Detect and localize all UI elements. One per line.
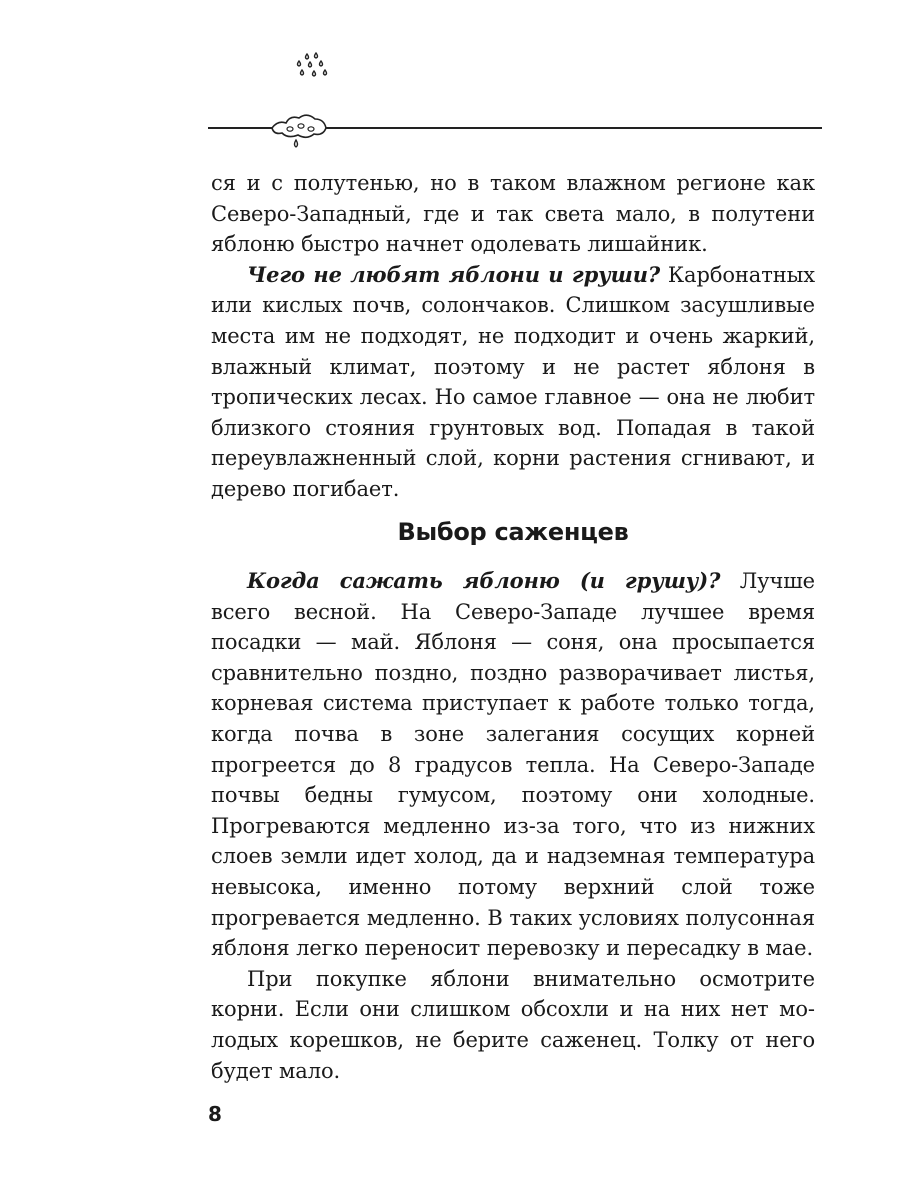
paragraph-text: Лучше всего весной. На Северо-Западе лучшее время посадки — май. Яблоня — соня, она просыпается сравнительно поздно, поздно разворачивает листья, корневая система приступает к работе только тогда, когда почва в зоне залегания сосущих корней прогреется до 8 градусов тепла. На Северо-Западе почвы бедны гумусом, поэтому они холодные. Прогреваются медленно из-за того, что из нижних слоев земли идет холод, да и надземная температура невысока, именно потому верхний слой тоже прогревается медленно. В таких условиях полусонная яблоня легко переносит перевозку и пересадку в мае. xyxy=(211,569,815,961)
body-text-top xyxy=(211,168,815,505)
question-lead: Чего не любят яблони и груши? xyxy=(247,261,661,287)
paragraph-text: При покупке яблони внимательно осмотрите корни. Если они слишком обсохли и на них нет молодых корешков, не берите саженец. Толку от него будет мало. xyxy=(211,966,815,1083)
paragraph-text: Карбонатных или кислых почв, солончаков. Слишком засушливые места им не подходят, не подходит и очень жаркий, влажный климат, поэтому и не растет яблоня в тропических лесах. Но самое главное — она не любит близкого стояния грунтовых вод. Попадая в такой переувлажненный слой, корни растения сгнивают, и дерево погибает. xyxy=(211,262,815,501)
header-rule-with-cloud-icon xyxy=(208,112,822,156)
page-number: 8 xyxy=(208,1102,222,1126)
droplets-ornament-icon xyxy=(288,46,338,86)
paragraph xyxy=(211,964,815,1086)
paragraph xyxy=(211,260,815,505)
section-title: Выбор саженцев xyxy=(397,518,629,546)
question-lead: Когда сажать яблоню (и грушу)? xyxy=(247,568,721,593)
paragraph xyxy=(211,168,815,260)
paragraph xyxy=(211,566,815,964)
paragraph-text: ся и с полутенью, но в таком влажном регионе как Северо-Западный, где и так света мало, в полутени яблоню быстро начнет одолевать лишайник. xyxy=(211,171,815,257)
body-text-bottom xyxy=(211,566,815,1086)
